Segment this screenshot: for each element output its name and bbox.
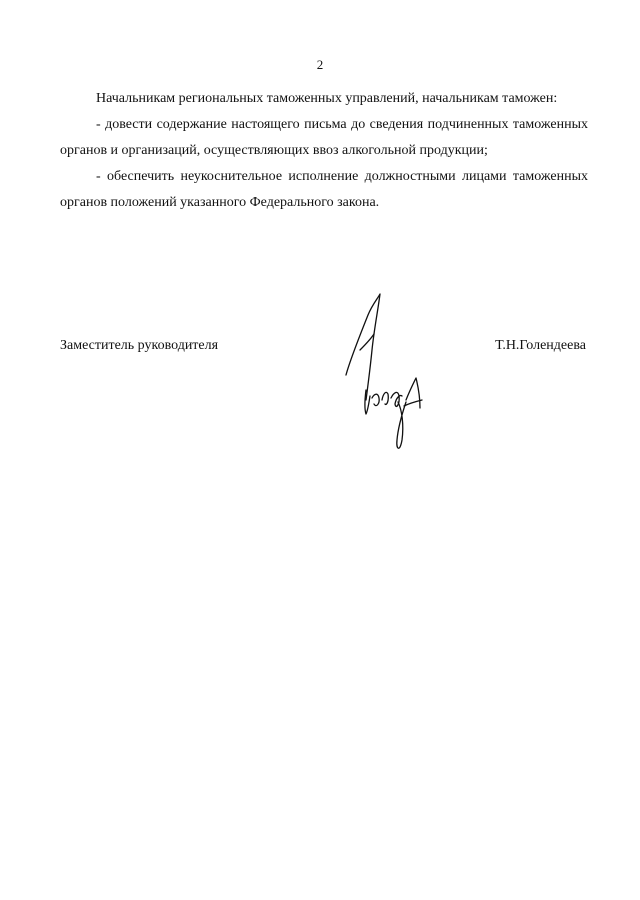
- signatory-position: Заместитель руководителя: [60, 338, 219, 353]
- signature-block: [60, 338, 588, 358]
- handwritten-signature: [338, 290, 438, 460]
- instruction-paragraph-2: - обеспечить неукоснительное исполнение должностными лицами таможенных органов положений указанного Федерального закона.: [60, 169, 588, 210]
- letter-body: [60, 86, 588, 216]
- page-number: 2: [316, 57, 324, 72]
- instruction-paragraph-1: - довести содержание настоящего письма до сведения подчиненных таможенных органов и организаций, осуществляющих ввоз алкогольной продукции;: [60, 117, 588, 158]
- addressee-paragraph: Начальникам региональных таможенных управлений, начальникам таможен:: [96, 91, 558, 106]
- signatory-name: Т.Н.Голендеева: [495, 338, 586, 353]
